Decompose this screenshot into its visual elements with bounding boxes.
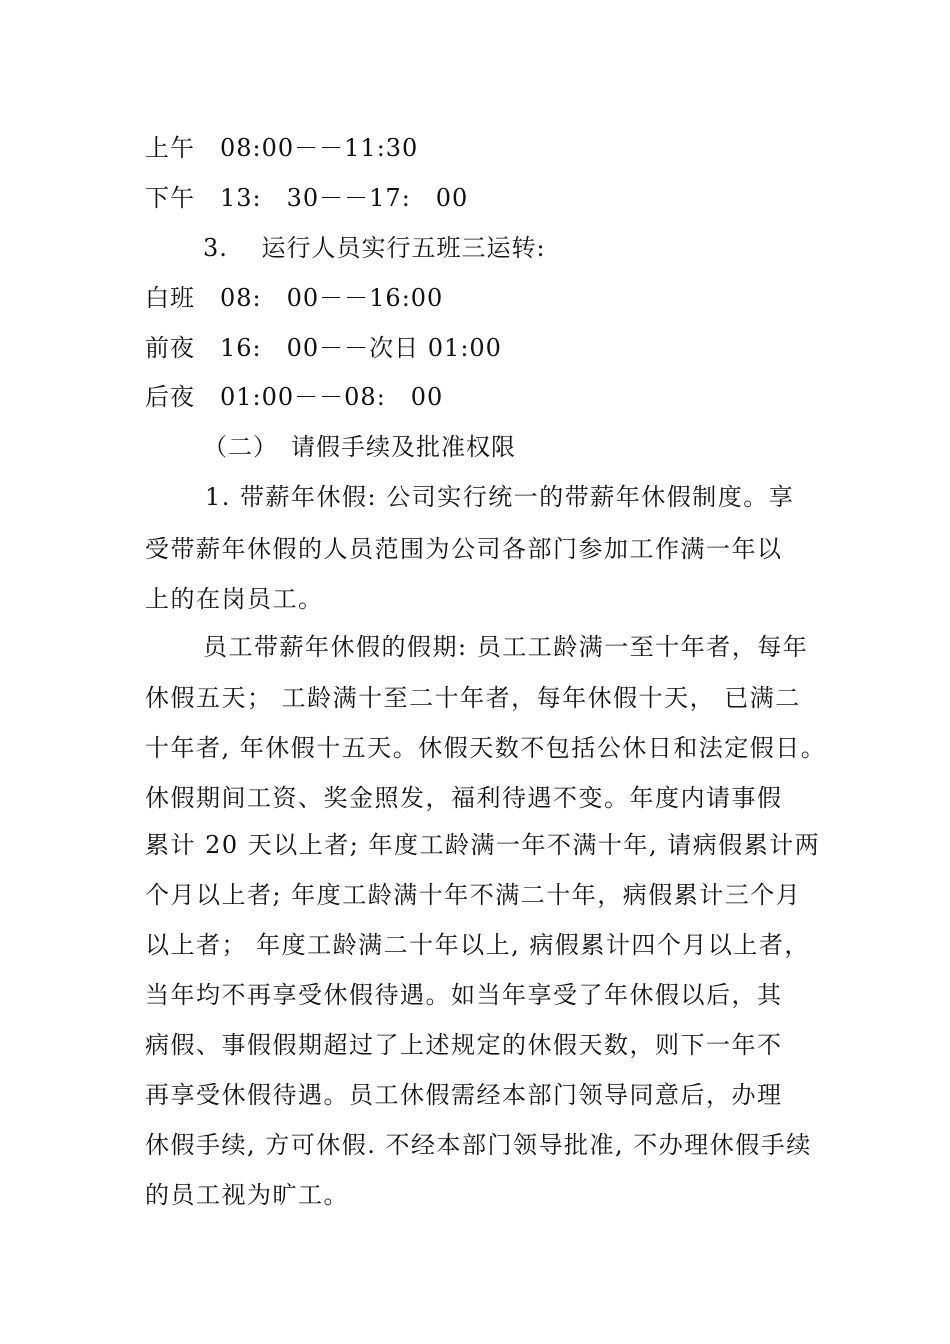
shift-heading: 3. 运行人员实行五班三运转:	[203, 234, 546, 262]
para2-line: 个月以上者; 年度工龄满十年不满二十年，病假累计三个月	[145, 881, 802, 909]
para2-line: 以上者； 年度工龄满二十年以上, 病假累计四个月以上者，	[145, 931, 810, 959]
para2-line: 病假、事假假期超过了上述规定的休假天数，则下一年不	[145, 1031, 783, 1059]
para1-line: 上的在岗员工。	[145, 585, 324, 613]
section-heading: （二） 请假手续及批准权限	[203, 433, 516, 461]
para2-line: 员工带薪年休假的假期: 员工工龄满一至十年者，每年	[203, 633, 809, 661]
para2-line: 休假五天； 工龄满十至二十年者，每年休假十天， 已满二	[145, 684, 801, 712]
para2-line: 十年者, 年休假十五天。休假天数不包括公休日和法定假日。	[145, 734, 827, 762]
schedule-evening-shift: 前夜 16: 00－－次日 01:00	[145, 334, 502, 362]
schedule-afternoon: 下午 13: 30－－17: 00	[145, 184, 469, 212]
para2-line: 再享受休假待遇。员工休假需经本部门领导同意后，办理	[145, 1081, 783, 1109]
schedule-morning: 上午 08:00－－11:30	[145, 134, 419, 162]
para2-line: 当年均不再享受休假待遇。如当年享受了年休假以后，其	[145, 981, 783, 1009]
para2-line: 休假期间工资、奖金照发，福利待遇不变。年度内请事假	[145, 784, 783, 812]
schedule-night-shift: 后夜 01:00－－08: 00	[145, 383, 444, 411]
schedule-day-shift: 白班 08: 00－－16:00	[145, 284, 444, 312]
para2-line: 的员工视为旷工。	[145, 1181, 349, 1209]
para2-line: 累计 20 天以上者; 年度工龄满一年不满十年, 请病假累计两	[145, 831, 821, 859]
para1-line: 1. 带薪年休假: 公司实行统一的带薪年休假制度。享	[205, 483, 795, 511]
para1-line: 受带薪年休假的人员范围为公司各部门参加工作满一年以	[145, 535, 783, 563]
para2-line: 休假手续, 方可休假. 不经本部门领导批准, 不办理休假手续	[145, 1131, 812, 1159]
